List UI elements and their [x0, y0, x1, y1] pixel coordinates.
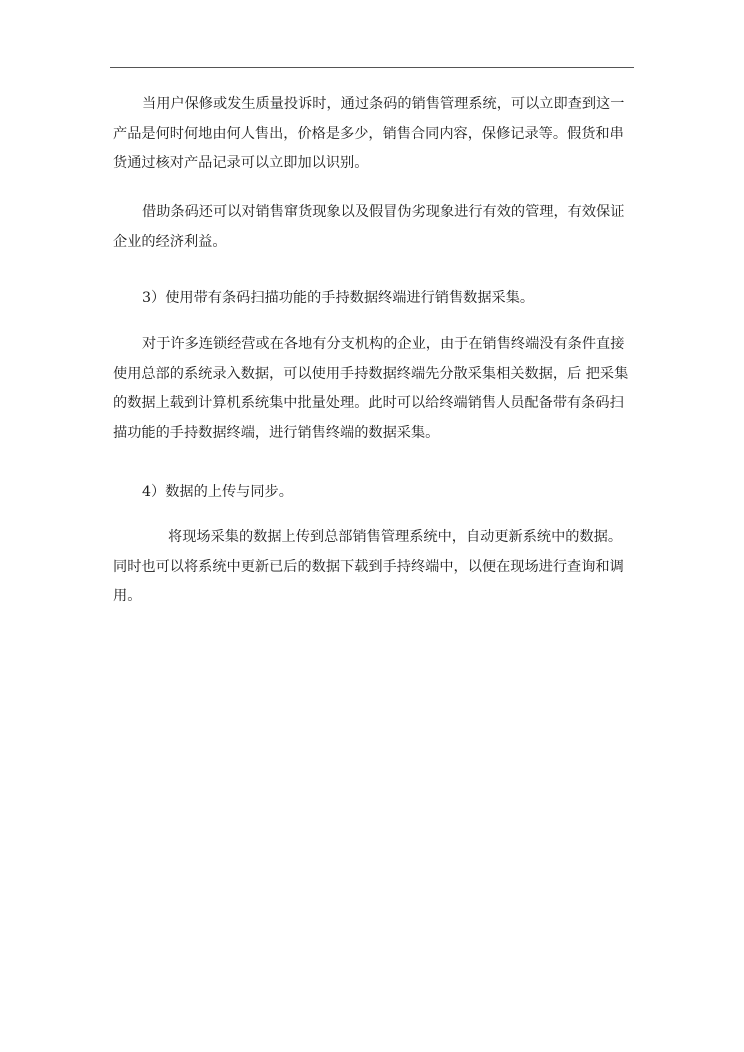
item-3-heading: 3）使用带有条码扫描功能的手持数据终端进行销售数据采集。: [142, 290, 535, 306]
paragraph-anti-counterfeit: 借助条码还可以对销售窜货现象以及假冒伪劣现象进行有效的管理，有效保证企业的经济利益。: [113, 204, 625, 250]
paragraph-upload-sync: 将现场采集的数据上传到总部销售管理系统中，自动更新系统中的数据。同时也可以将系统中更新已后的数据下载到手持终端中，以便在现场进行查询和调用。: [113, 529, 624, 604]
paragraph-chain-stores: 对于许多连锁经营或在各地有分支机构的企业，由于在销售终端没有条件直接使用总部的系统录入数据，可以使用手持数据终端先分散采集相关数据，后 把采集的数据上载到计算机系统集中批量处理。此时可以给终端销售人员配备带有条码扫描功能的手持数据终端，进行销售终端的数据采集。: [113, 336, 629, 441]
paragraph-warranty-tracing: 当用户保修或发生质量投诉时，通过条码的销售管理系统，可以立即查到这一产品是何时何地由何人售出，价格是多少，销售合同内容，保修记录等。假货和串货通过核对产品记录可以立即加以识别。: [113, 96, 625, 171]
header-rule: [110, 67, 634, 68]
item-4-heading: 4）数据的上传与同步。: [142, 484, 293, 500]
